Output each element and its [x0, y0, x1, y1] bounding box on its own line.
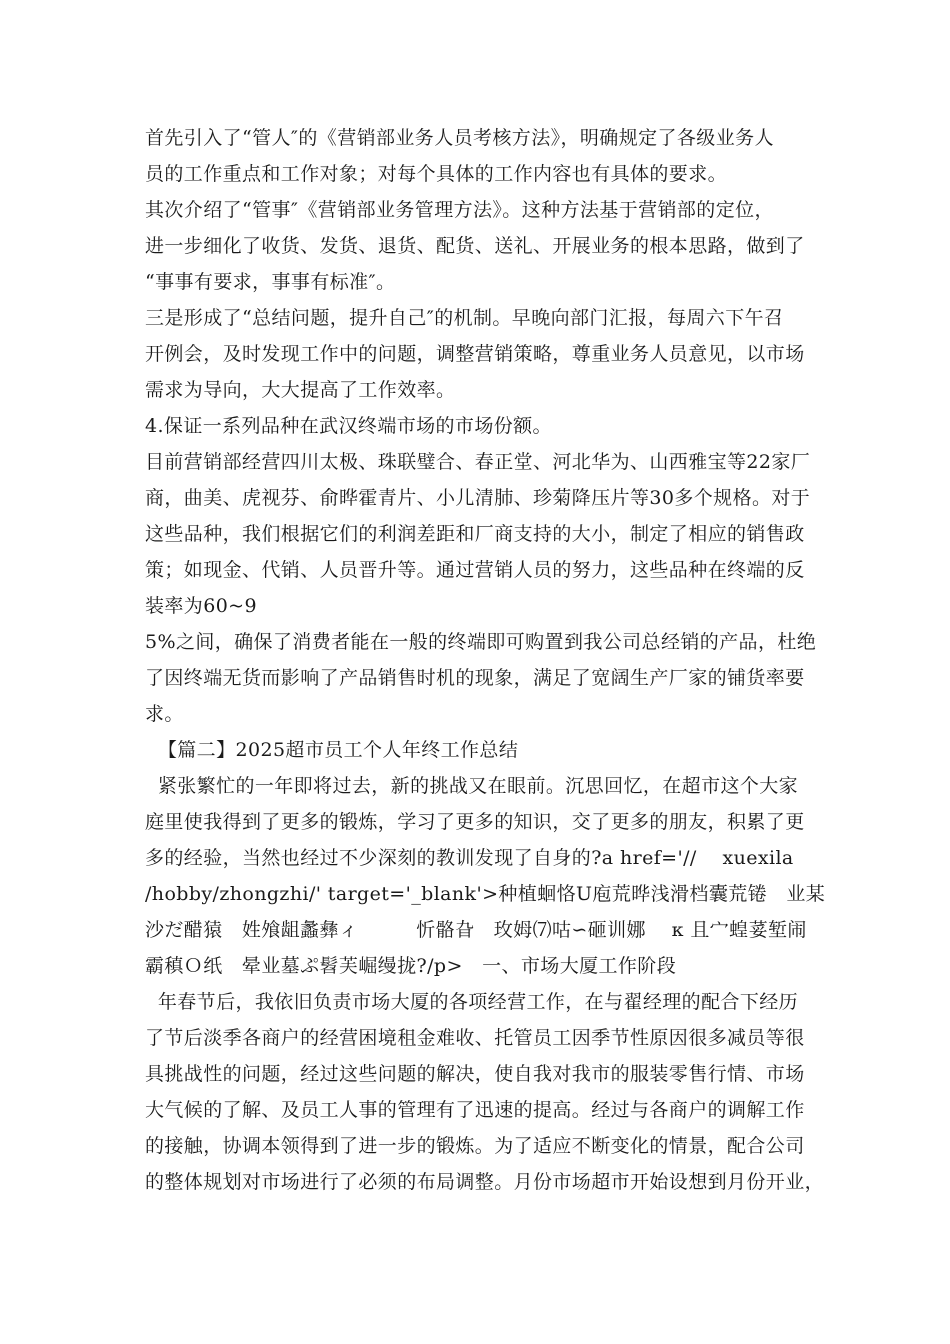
text-line: 霸稹Ｏ纸 晕业墓ぷ髫芙崛缦拢?/p> 一、市场大厦工作阶段 [145, 955, 677, 977]
text-line: 商，曲美、虎视芬、俞晔霍青片、小儿清肺、珍菊降压片等30多个规格。对于 [145, 487, 811, 509]
text-line: 需求为导向，大大提高了工作效率。 [145, 379, 456, 401]
text-line: 首先引入了“管人″的《营销部业务人员考核方法》，明确规定了各级业务人 [145, 127, 774, 149]
text-line: 多的经验，当然也经过不少深刻的教训发现了自身的?a href='// xuexila [145, 847, 794, 869]
text-line: “事事有要求，事事有标准″。 [145, 271, 396, 293]
text-line: 装率为60~9 [145, 595, 257, 617]
text-line: 的接触，协调本领得到了进一步的锻炼。为了适应不断变化的情景，配合公司 [145, 1135, 805, 1157]
text-line: 紧张繁忙的一年即将过去，新的挑战又在眼前。沉思回忆，在超市这个大家 [145, 775, 799, 797]
text-line: /hobby/zhongzhi/' target='_blank'>种植蛔恪U庖荒晔浅滑档囊荒锩 业某 [145, 883, 826, 905]
text-line: 了节后淡季各商户的经营困境租金难收、托管员工因季节性原因很多减员等很 [145, 1027, 805, 1049]
section-heading: 4.保证一系列品种在武汉终端市场的市场份额。 [145, 415, 552, 437]
text-line: 大气候的了解、及员工人事的管理有了迅速的提高。经过与各商户的调解工作 [145, 1099, 805, 1121]
text-line: 了因终端无货而影响了产品销售时机的现象，满足了宽阔生产厂家的铺货率要 [145, 667, 805, 689]
text-line: 年春节后，我依旧负责市场大厦的各项经营工作，在与翟经理的配合下经历 [145, 991, 799, 1013]
text-line: 三是形成了“总结问题，提升自己″的机制。早晚向部门汇报，每周六下午召 [145, 307, 784, 329]
text-line: 目前营销部经营四川太极、珠联璧合、春正堂、河北华为、山西雅宝等22家厂 [145, 451, 811, 473]
text-line: 员的工作重点和工作对象；对每个具体的工作内容也有具体的要求。 [145, 163, 728, 185]
article-title: 【篇二】2025超市员工个人年终工作总结 [145, 739, 519, 761]
text-line: 这些品种，我们根据它们的利润差距和厂商支持的大小，制定了相应的销售政 [145, 523, 805, 545]
text-line: 其次介绍了“管事″《营销部业务管理方法》。这种方法基于营销部的定位， [145, 199, 774, 221]
text-line: 庭里使我得到了更多的锻炼，学习了更多的知识，交了更多的朋友，积累了更 [145, 811, 805, 833]
text-line: 开例会，及时发现工作中的问题，调整营销策略，尊重业务人员意见，以市场 [145, 343, 805, 365]
text-line: 沙だ醋猿 姓飧龃蠡彝ィ 忻骼旮 玫姆⑺咕∽砸训娜 κ 且宀蝗荽堑闹 [145, 919, 807, 941]
text-line: 求。 [145, 703, 184, 725]
text-line: 策；如现金、代销、人员晋升等。通过营销人员的努力，这些品种在终端的反 [145, 559, 805, 581]
text-line: 具挑战性的问题，经过这些问题的解决，使自我对我市的服装零售行情、市场 [145, 1063, 805, 1085]
text-line: 5%之间，确保了消费者能在一般的终端即可购置到我公司总经销的产品，杜绝 [145, 631, 817, 653]
text-line: 的整体规划对市场进行了必须的布局调整。月份市场超市开始设想到月份开业， [145, 1171, 825, 1193]
text-line: 进一步细化了收货、发货、退货、配货、送礼、开展业务的根本思路，做到了 [145, 235, 805, 257]
